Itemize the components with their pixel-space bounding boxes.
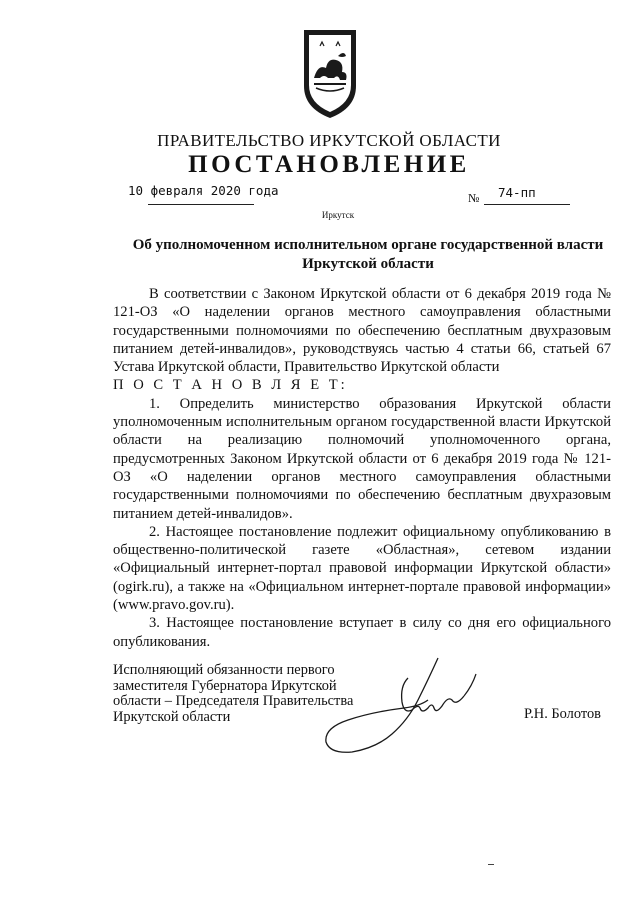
organization-name: ПРАВИТЕЛЬСТВО ИРКУТСКОЙ ОБЛАСТИ <box>157 131 501 150</box>
position-line-3: области – Председателя Правительства <box>113 693 354 709</box>
preamble-paragraph: В соответствии с Законом Иркутской области от 6 декабря 2019 года № 121-ОЗ «О наделении органов местного самоуправления областными государственными полномочиями по обеспечению бесплатным двухразовым питанием детей-инвалидов», руководствуясь частью 4 статьи 66, статьей 67 Устава Иркутской области, Правительство Иркутской области <box>113 286 611 376</box>
document-title <box>108 236 628 274</box>
title-line-1: Об уполномоченном исполнительном органе государственной власти <box>132 237 604 253</box>
item-1-paragraph: 1. Определить министерство образования Иркутской области уполномоченным исполнительным органом государственной власти Иркутской области на реализацию полномочий уполномоченного органа, предусмотренных Законом Иркутской области от 6 декабря 2019 года № 121-ОЗ «О наделении органов местного самоуправления областными государственными полномочиями по обеспечению бесплатным двухразовым питанием детей-инвалидов». <box>113 395 611 522</box>
signatory-name: Р.Н. Болотов <box>524 706 601 722</box>
item-2-paragraph: 2. Настоящее постановление подлежит официальному опубликованию в общественно-политической газете «Областная», сетевом издании «Официальный интернет-портал правовой информации Иркутской области» (ogirk.ru), а также на «Официальном интернет-портале правовой информации» (www.pravo.gov.ru). <box>113 523 611 614</box>
position-line-4: Иркутской области <box>113 708 231 725</box>
irkutsk-coat-of-arms-icon <box>300 28 360 120</box>
title-line-2: Иркутской области <box>302 256 434 272</box>
position-line-2: заместителя Губернатора Иркутской <box>113 677 337 694</box>
document-number: 74-пп <box>498 185 536 200</box>
document-body <box>113 285 611 651</box>
date-underline <box>148 204 254 205</box>
document-date: 10 февраля 2020 года <box>128 183 279 198</box>
document-type: ПОСТАНОВЛЕНИЕ <box>188 151 470 178</box>
resolves-heading: П О С Т А Н О В Л Я Е Т: <box>113 377 348 394</box>
item-3-paragraph: 3. Настоящее постановление вступает в силу со дня его официального опубликования. <box>113 615 611 650</box>
number-label: № <box>468 191 480 205</box>
number-underline <box>484 204 570 205</box>
city-name: Иркутск <box>321 210 355 220</box>
page-mark <box>488 864 494 865</box>
handwritten-signature-icon <box>300 650 500 760</box>
position-line-1: Исполняющий обязанности первого <box>113 662 335 678</box>
